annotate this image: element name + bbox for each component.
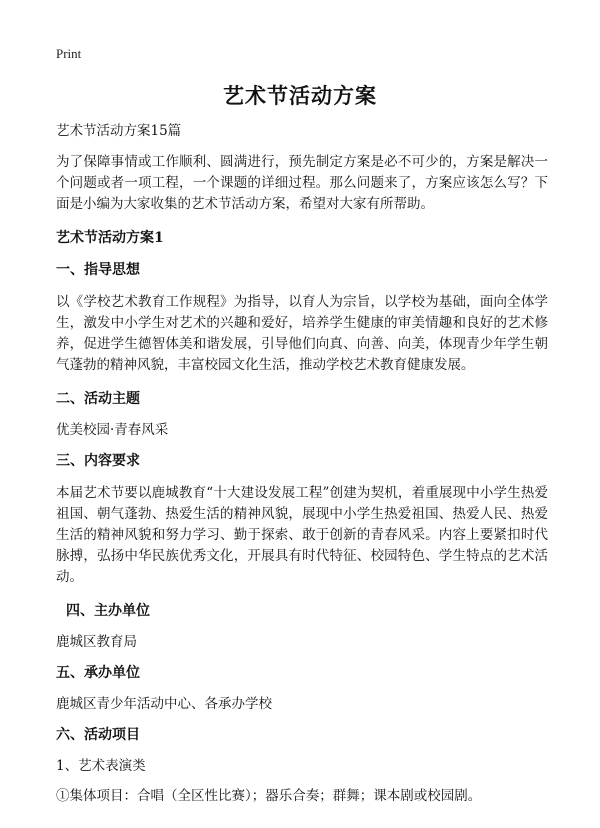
print-link[interactable]: Print xyxy=(56,46,82,61)
heading-host-unit: 四、主办单位 xyxy=(66,603,150,619)
heading-activity-items: 六、活动项目 xyxy=(56,727,140,743)
document-body xyxy=(56,122,548,817)
paragraph-content-requirements: 本届艺术节要以鹿城教育“十大建设发展工程”创建为契机，着重展现中小学生热爱祖国、朝气蓬勃、热爱生活的精神风貌，展现中小学生热爱祖国、热爱人民、热爱生活的精神风貌和努力学习、勤于探索、敢于创新的青春风采。内容上要紧扣时代脉搏，弘扬中华民族优秀文化，开展具有时代特征、校园特色、学生特点的艺术活动。 xyxy=(56,485,548,585)
heading-organizer-unit: 五、承办单位 xyxy=(56,665,140,681)
heading-content-requirements: 三、内容要求 xyxy=(56,453,140,469)
document-subtitle: 艺术节活动方案15篇 xyxy=(56,123,182,139)
paragraph-guiding-ideology: 以《学校艺术教育工作规程》为指导，以育人为宗旨，以学校为基础，面向全体学生，激发中小学生对艺术的兴趣和爱好，培养学生健康的审美情趣和良好的艺术修养，促进学生德智体美和谐发展，引导他们向真、向善、向美，体现青少年学生朝气蓬勃的精神风貌，丰富校园文化生活，推动学校艺术教育健康发展。 xyxy=(56,294,548,373)
intro-paragraph: 为了保障事情或工作顺利、圆满进行，预先制定方案是必不可少的，方案是解决一个问题或者一项工程，一个课题的详细过程。那么问题来了，方案应该怎么写？下面是小编为大家收集的艺术节活动方案，希望对大家有所帮助。 xyxy=(56,154,548,212)
paragraph-group-items: ①集体项目：合唱（全区性比赛）；器乐合奏；群舞；课本剧或校园剧。 xyxy=(56,788,482,804)
section-title: 艺术节活动方案1 xyxy=(56,230,164,246)
heading-guiding-ideology: 一、指导思想 xyxy=(56,262,140,278)
paragraph-organizer-unit: 鹿城区青少年活动中心、各承办学校 xyxy=(56,696,272,712)
heading-activity-theme: 二、活动主题 xyxy=(56,391,140,407)
page-title: 艺术节活动方案 xyxy=(223,83,377,108)
paragraph-host-unit: 鹿城区教育局 xyxy=(56,634,137,650)
paragraph-art-performance: 1、艺术表演类 xyxy=(56,758,146,774)
paragraph-activity-theme: 优美校园·青春风采 xyxy=(56,422,169,438)
